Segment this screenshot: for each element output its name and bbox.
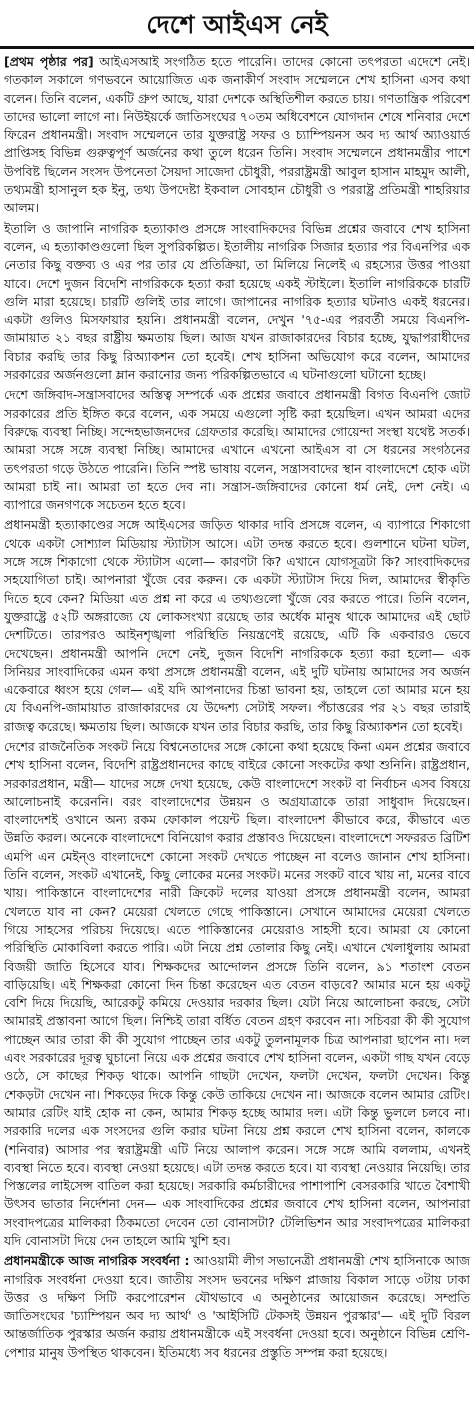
continuation-marker: [প্রথম পৃষ্ঠার পর] — [4, 54, 94, 69]
paragraph-text: দেশের রাজনৈতিক সংকট নিয়ে বিশ্বনেতাদের সঙ্গে কোনো কথা হয়েছে কিনা এমন প্রশ্নের জবাবে শেখ হাসিনা বলেন, বিদেশি রাষ্ট্রপ্রধানদের কাছে বাইরে কোনো সংকটের কথা শুনিনি। রাষ্ট্রপ্রধান, সরকারপ্রধান, মন্ত্রী— যাদের সঙ্গে দেখা হয়েছে, কেউ বাংলাদেশে সংকট বা নির্বাচন এসব বিষয়ে আলোচনাই করেননি। বরং বাংলাদেশের উন্নয়ন ও অগ্রযাত্রাকে তারা সাধুবাদ দিয়েছেন। বাংলাদেশই ওখানে অন্য রকম ফোকাল পয়েন্ট ছিল। বাংলাদেশ কীভাবে করে, কীভাবে এত উন্নতি করল। অনেকে বাংলাদেশে বিনিয়োগ করার প্রস্তাবও দিয়েছেন। বাংলাদেশে সফররত ব্রিটিশ এমপি এন মেইন্ও বাংলাদেশে কোনো সংকট দেখতে পাচ্ছেন না বলেও জানান শেখ হাসিনা। তিনি বলেন, সংকট এখানেই, কিছু লোকের মনের সংকট। মনের সংকট বাবে খায় না, মনের বাবে খায়। পাকিস্তানে বাংলাদেশের নারী ক্রিকেট দলের যাওয়া প্রসঙ্গে প্রধানমন্ত্রী বলেন, আমরা খেলতে যাব না কেন? মেয়েরা খেলতে গেছে পাকিস্তানে। সেখানে আমাদের মেয়েরা খেলতে গিয়ে সাহসের পরিচয় দিয়েছে। এতে পাকিস্তানের মেয়েরাও সাহসী হবে। আমরা যে কোনো পরিস্থিতি মোকাবিলা করতে পারি। এটা নিয়ে প্রশ্ন তোলার কিছু নেই। এখানে খেলাধুলায় আমরা বিজয়ী জাতি হিসেবে যাব। শিক্ষকদের আন্দোলন প্রসঙ্গে তিনি বলেন, ৯১ শতাংশ বেতন বাড়িয়েছি। এই শিক্ষকরা কোনো দিন চিন্তা করেছেন এত বেতন বাড়বে? আমার মনে হয় একটু বেশি দিয়ে দিয়েছি, আরেকটু কমিয়ে দেওয়ার দরকার ছিল। যেটা নিয়ে আলোচনা করছে, সেটা আমারই প্রস্তাবনা আগে ছিল। নিশ্চিই তারা বর্ধিত বেতন গ্রহণ করবেন না। সচিবরা কী কী সুযোগ পাচ্ছেন আর তারা কী কী সুযোগ পাচ্ছেন তার একটু তুলনামূলক চিত্র আপনারা ছাপেন না। দল এবং সরকারের দূরত্ব ঘুচানো নিয়ে এক প্রশ্নের জবাবে শেখ হাসিনা বলেন, একটা গাছ যখন বেড়ে ওঠে, সে কাছের শিকড় থাকে। আপনি গাছটা দেখেন, ফলটা দেখেন, ফলটা দেখেন। কিন্তু শেকড়টা দেখেন না। শিকড়ের দিকে কিন্তু কেউ তাকিয়ে দেখেন না। আজকে বলেন আমার রেটিং। আমার রেটিং যাই হোক না কেন, আমার শিকড় হচ্ছে আমার দল। এটা কিন্তু ভুললে চলবে না। সরকারি দলের এক সংসদের গুলি করার ঘটনা নিয়ে প্রশ্ন করলে শেখ হাসিনা বলেন, কালকে (শনিবার) আসার পর স্বরাষ্ট্রমন্ত্রী এটি নিয়ে আলাপ করেন। সঙ্গে সঙ্গে আমি বললাম, এখনই ব্যবস্থা নিতে হবে। ব্যবস্থা নেওয়া হয়েছে। এটা তদন্ত করতে হবে। যা ব্যবস্থা নেওয়ার নিয়েছি। তার পিস্তলের লাইসেন্স বাতিল করা হয়েছে। সরকারি কর্মচারীদের পাশাপাশি বেসরকারি খাতে বৈশাখী উৎসব ভাতার নির্দেশনা দেন— এক সাংবাদিকের প্রশ্নের জবাবে শেখ হাসিনা বলেন, আপনারা সংবাদপত্রের মালিকরা ঠিকমতো দেবেন তো বোনাসটা? টেলিভিশন আর সংবাদপত্রের মালিকরা যদি বোনাসটা দিয়ে দেন তাহলে আমি খুশি হব। — [4, 738, 470, 1248]
paragraph-text: আওয়ামী লীগ সভানেত্রী প্রধানমন্ত্রী শেখ হাসিনাকে আজ নাগরিক সংবর্ধনা দেওয়া হবে। জাতীয় সংসদ ভবনের দক্ষিণ প্লাজায় বিকাল সাড়ে ৩টায় ঢাকা উত্তর ও দক্ষিণ সিটি করপোরেশন যৌথভাবে এ অনুষ্ঠানের আয়োজন করেছে। সম্প্রতি জাতিসংঘের 'চ্যাম্পিয়ন অব দ্য আর্থ' ও 'আইসিটি টেকসই উন্নয়ন পুরস্কার'— এই দুটি বিরল আন্তর্জাতিক পুরস্কার অর্জন করায় প্রধানমন্ত্রীকে এই সংবর্ধনা দেওয়া হবে। অনুষ্ঠানে বিভিন্ন শ্রেণি-পেশার মানুষ উপস্থিত থাকবেন। ইতিমধ্যে সব ধরনের প্রস্তুতি সম্পন্ন করা হয়েছে। — [4, 1253, 471, 1360]
article-body — [0, 53, 474, 1362]
article-paragraph — [4, 386, 470, 514]
article-paragraph — [4, 1252, 470, 1362]
article-paragraph — [4, 738, 470, 1250]
article-paragraph — [4, 220, 470, 385]
paragraph-text: দেশে জঙ্গিবাদ-সন্ত্রাসবাদের অস্তিত্ব সম্পর্কে এক প্রশ্নের জবাবে প্রধানমন্ত্রী বিগত বিএনপি জোট সরকারের প্রতি ইঙ্গিত করে বলেন, এক সময়ে এগুলো সৃষ্টি করা হয়েছিল। এখন আমরা এদের বিরুদ্ধে ব্যবস্থা নিচ্ছি। সন্দেহভাজনদের গ্রেফতার করেছি। আমাদের গোয়েন্দা সংস্থা যথেষ্ট সতর্ক। আমরা সঙ্গে সঙ্গে ব্যবস্থা নিচ্ছি। আমাদের এখানে এখনো আইএস বা সে ধরনের সংগঠনের তৎপরতা গড়ে উঠতে পারেনি। তিনি স্পষ্ট ভাষায় বলেন, সন্ত্রাসবাদের স্থান বাংলাদেশে হোক এটা আমরা চাই না। আমরা তা হতে দেব না। সন্ত্রাস-জঙ্গিবাদের কোনো ধর্ম নেই, দেশ নেই। এ ব্যাপারে জনগণকে সচেতন হতে হবে। — [4, 387, 470, 513]
article-paragraph — [4, 53, 470, 218]
article-paragraph — [4, 516, 470, 736]
paragraph-text: আইএসআই সংগঠিত হতে পারেনি। তাদের কোনো তৎপরতা এদেশে নেই। গতকাল সকালে গণভবনে আয়োজিত এক জনাকীর্ণ সংবাদ সম্মেলনে শেখ হাসিনা এসব কথা বলেন। তিনি বলেন, একটি গ্রুপ আছে, যারা দেশকে অস্থিতিশীল করতে চায়। গণতান্ত্রিক পরিবেশ তাদের ভালো লাগে না। নিউইয়র্কে জাতিসংঘের ৭০তম অধিবেশনে যোগদান শেষে শনিবার দেশে ফিরেন প্রধানমন্ত্রী। সংবাদ সম্মেলনে তার যুক্তরাষ্ট্র সফর ও চ্যাম্পিয়নস অব দ্য আর্থ অ্যাওয়ার্ড প্রাপ্তিসহ বিভিন্ন গুরুত্বপূর্ণ অর্জনের কথা তুলে ধরেন তিনি। সংবাদ সম্মেলনে প্রধানমন্ত্রীর পাশে উপবিষ্ট ছিলেন সংসদ উপনেতা সৈয়দা সাজেদা চৌধুরী, পররাষ্ট্রমন্ত্রী আবুল হাসান মাহমুদ আলী, তথ্যমন্ত্রী হাসানুল হক ইনু, তথ্য উপদেষ্টা ইকবাল সোবহান চৌধুরী ও পররাষ্ট্র প্রতিমন্ত্রী শাহরিয়ার আলম। — [4, 54, 470, 216]
paragraph-text: প্রধানমন্ত্রী হত্যাকাণ্ডের সঙ্গে আইএসের জড়িত থাকার দাবি প্রসঙ্গে বলেন, এ ব্যাপারে শিকাগো থেকে একটা সোশ্যাল মিডিয়ায় স্ট্যাটাস আসে। এটা তদন্ত করতে হবে। গুলশানে ঘটনা ঘটল, সঙ্গে সঙ্গে শিকাগো থেকে স্ট্যাটাস এলো— কারণটা কি? এখানে যোগসূত্রটা কি? সাংবাদিকদের সহযোগিতা চাই। আপনারা খুঁজে বের করুন। কে একটা স্ট্যাটাস দিয়ে দিল, আমাদের স্বীকৃতি দিতে হবে কেন? মিডিয়া এত প্রশ্ন না করে এ তথ্যগুলো খুঁজে বের করতে পারে। তিনি বলেন, যুক্তরাষ্ট্রে ৫২টি অঙ্গরাজ্যে যে লোকসংখ্যা রয়েছে তার অর্ধেক মানুষ থাকে আমাদের এই ছোট দেশটিতে। তারপরও আইনশৃঙ্খলা পরিস্থিতি নিয়ন্ত্রণেই রয়েছে, এটি কি একবারও ভেবে দেখেছেন। প্রধানমন্ত্রী আপনি দেশে নেই, দুজন বিদেশি নাগরিককে হত্যা করা হলো— এক সিনিয়র সাংবাদিকের এমন কথা প্রসঙ্গে প্রধানমন্ত্রী বলেন, এই দুটি ঘটনায় আমাদের সব অর্জন একেবারে ধ্বংস হয়ে গেল— এই যদি আপনাদের চিন্তা ভাবনা হয়, তাহলে তো আমার মনে হয় যে বিএনপি-জামায়াত রাজাকারদের যে উদ্দেশ্য সেটাই সফল। পঁচাত্তরের পর ২১ বছর তারাই রাজত্ব করেছে। ক্ষমতায় ছিল। আজকে যখন তার বিচার করছি, তার কিছু রিঅ্যাকশন তো হবেই। — [4, 517, 470, 734]
paragraph-text: ইতালি ও জাপানি নাগরিক হত্যাকাণ্ড প্রসঙ্গে সাংবাদিকদের বিভিন্ন প্রশ্নের জবাবে শেখ হাসিনা বলেন, এ হত্যাকাণ্ডগুলো ছিল সুপরিকল্পিত। ইতালীয় নাগরিক সিজার হত্যার পর বিএনপির এক নেতার কিছু বক্তব্য ও এর পর তার যে প্রতিক্রিয়া, তা মিলিয়ে নিলেই এ রহস্যের উত্তর পাওয়া যাবে। দেশে দুজন বিদেশি নাগরিককে হত্যা করা হয়েছে একই স্টাইলে। ইতালি নাগরিককে চারটি গুলি মারা হয়েছে। চারটি গুলিই তার লাগে। জাপানের নাগরিক হত্যার ঘটনাও একই ধরনের। একটা গুলিও মিসফায়ার হয়নি। প্রধানমন্ত্রী বলেন, দেখুন '৭৫-এর পরবর্তী সময়ে বিএনপি-জামায়াত ২১ বছর রাষ্ট্রীয় ক্ষমতায় ছিল। আজ যখন রাজাকারদের বিচার হচ্ছে, যুদ্ধাপরাধীদের বিচার করছি তার কিছু রিঅ্যাকশন তো হবেই। শেখ হাসিনা অভিযোগ করে বলেন, আমাদের সরকারের অর্জনগুলো ম্লান করানোর জন্য পরিকল্পিতভাবে এ ঘটনাগুলো ঘটানো হচ্ছে। — [4, 220, 470, 383]
article-headline: দেশে আইএস নেই — [146, 10, 328, 39]
headline-rule — [0, 46, 474, 49]
reception-subheading: প্রধানমন্ত্রীকে আজ নাগরিক সংবর্ধনা : — [4, 1253, 190, 1269]
